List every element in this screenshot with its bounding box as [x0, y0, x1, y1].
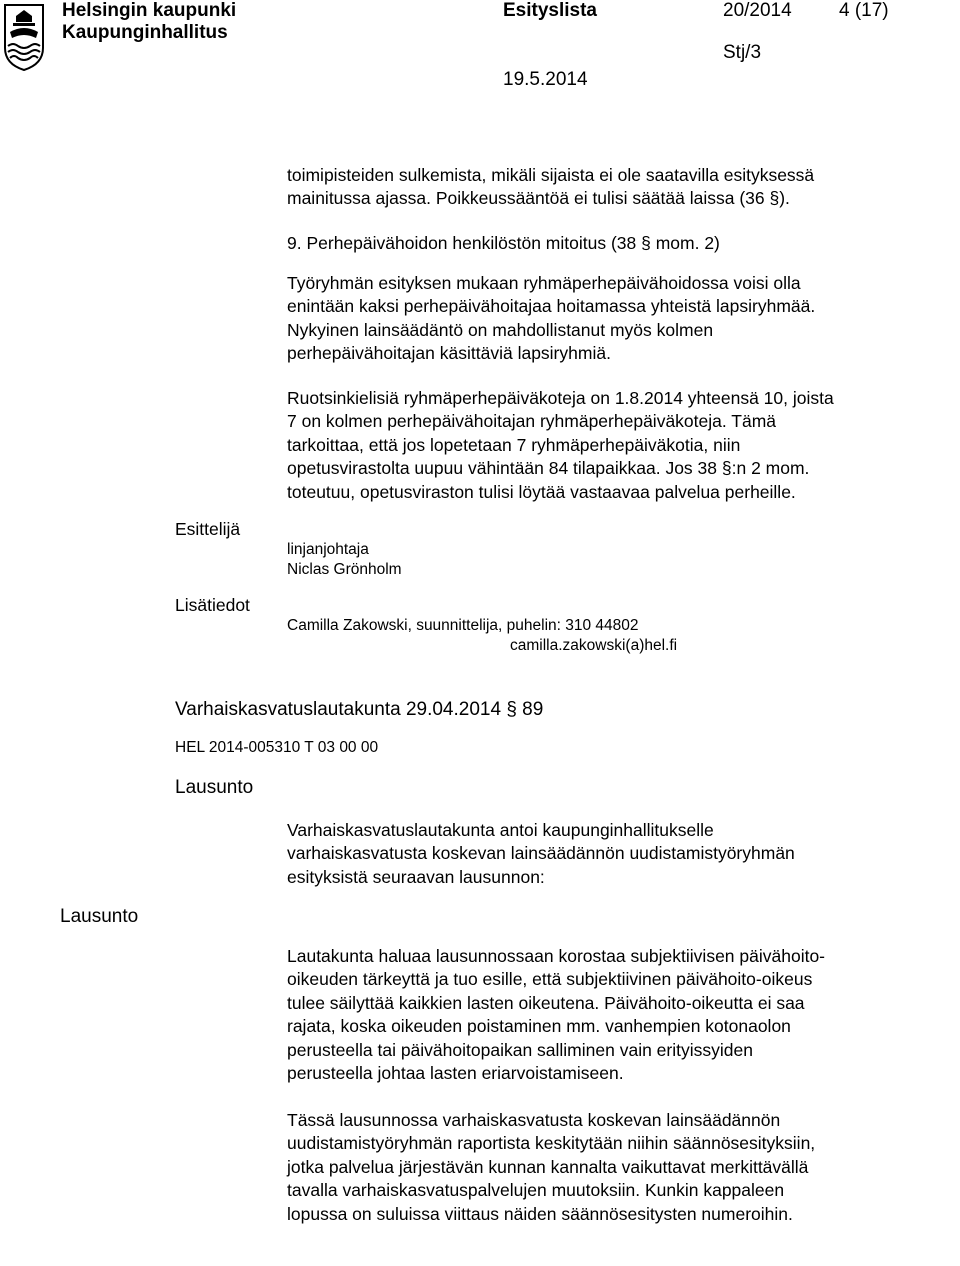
presenter-label: Esittelijä — [175, 519, 241, 539]
helsinki-crest-logo-icon — [2, 2, 46, 72]
header-org: Helsingin kaupunki — [62, 0, 237, 21]
section-heading-38: 9. Perhepäivähoidon henkilöstön mitoitus (38 § mom. 2) — [287, 233, 720, 253]
paragraph-statement-focus: Tässä lausunnossa varhaiskasvatusta koskevan lainsäädännön uudistamistyöryhmän raportista keskitytään niihin säännösesityksiin, jotka palvelua järjestävän kunnan kannalta vaikuttavat merkittävällä tavalla varhaiskasvatuspalvelujen muutoksiin. Kunkin kappaleen lopussa on suluissa viittaus näiden säännösesitysten numeroihin. — [287, 1110, 816, 1224]
header-doc-type: Esityslista — [503, 0, 597, 21]
statement-side-label: Lausunto — [60, 906, 139, 927]
header-page: 4 (17) — [839, 0, 889, 21]
case-number: HEL 2014-005310 T 03 00 00 — [175, 739, 379, 756]
contact-email: camilla.zakowski(a)hel.fi — [510, 637, 678, 654]
paragraph-daycare-right: Lautakunta haluaa lausunnossaan korostaa subjektiivisen päivähoito- oikeuden tärkeyttä ja tuo esille, että subjektiivinen päivähoito-oikeus tulee säilyttää kaikkien lasten oikeutena. Päivähoito-oikeutta ei saa rajata, koska oikeuden poistaminen mm. vanhempien kotonaolon perusteella tai päivähoitopaikan salliminen vain erityissyiden perusteella johtaa lasten eriarvoistamiseen. — [287, 946, 826, 1084]
header-section: Stj/3 — [723, 42, 762, 63]
presenter: linjanjohtaja Niclas Grönholm — [287, 541, 402, 578]
board-heading: Varhaiskasvatuslautakunta 29.04.2014 § 89 — [175, 699, 544, 720]
paragraph-staffing-continuation: toimipisteiden sulkemista, mikäli sijaista ei ole saatavilla esityksessä mainitussa ajassa. Poikkeussääntöä ei tulisi säätää laissa (36 §). — [287, 165, 815, 209]
header-body: Kaupunginhallitus — [62, 22, 228, 43]
paragraph-group-family-daycare: Työryhmän esityksen mukaan ryhmäperhepäivähoidossa voisi olla enintään kaksi perhepäivähoitajaa hoitamassa yhteistä lapsiryhmää. Nykyinen lainsäädäntö on mahdollistanut myös kolmen perhepäivähoitajan käsittäviä lapsiryhmiä. — [287, 273, 816, 364]
statement-heading: Lausunto — [175, 777, 254, 798]
info-label: Lisätiedot — [175, 595, 250, 615]
header-number: 20/2014 — [723, 0, 792, 21]
paragraph-swedish-daycare: Ruotsinkielisiä ryhmäperhepäiväkoteja on 1.8.2014 yhteensä 10, joista 7 on kolmen perhepäivähoitajan ryhmäperhepäiväkoteja. Tämä tarkoittaa, että jos lopetetaan 7 ryhmäperhepäiväkotia, niin opetusvirastolta uupuu vähintään 84 tilapaikkaa. Jos 38 §:n 2 mom. toteutuu, opetusviraston tulisi löytää vastaavaa palvelua perheille. — [287, 388, 834, 502]
paragraph-statement-intro: Varhaiskasvatuslautakunta antoi kaupunginhallitukselle varhaiskasvatusta koskevan lainsäädännön uudistamistyöryhmän esityksistä seuraavan lausunnon: — [287, 820, 795, 887]
contact-line: Camilla Zakowski, suunnittelija, puhelin: 310 44802 — [287, 617, 639, 634]
header-date: 19.5.2014 — [503, 69, 588, 90]
